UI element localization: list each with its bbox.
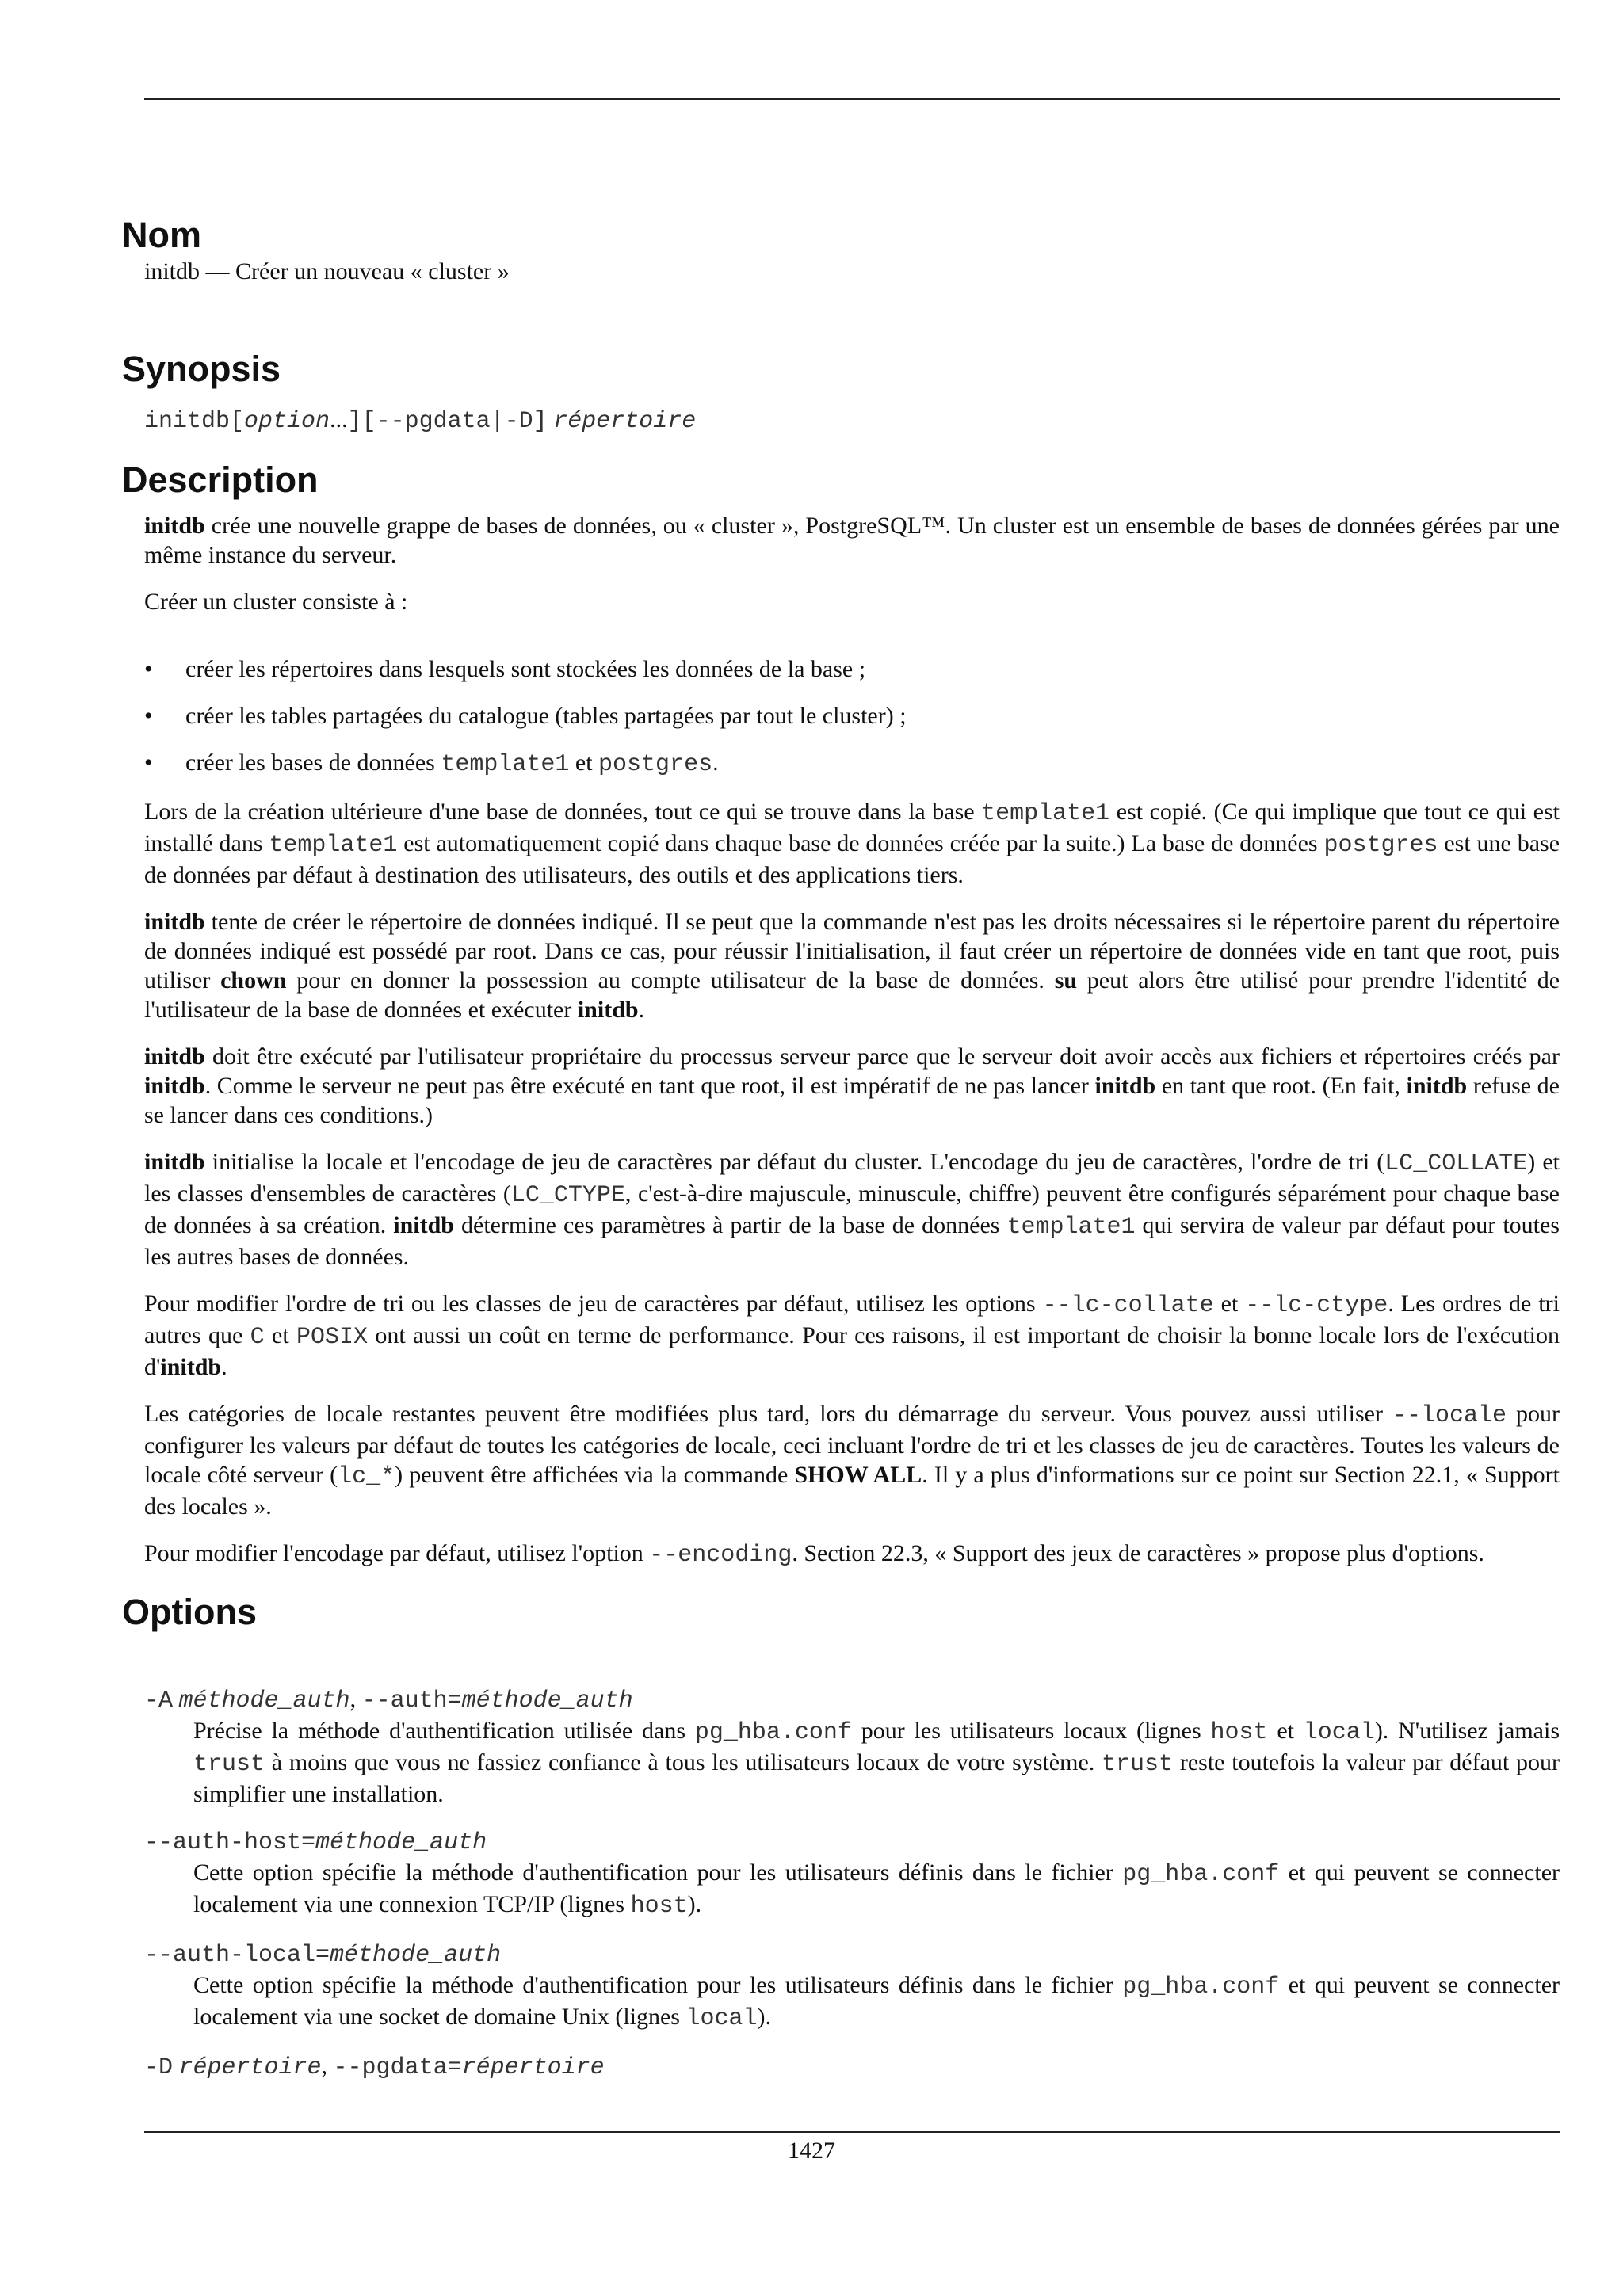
- desc-paragraph-7: [144, 1289, 1560, 1382]
- option-definition: [193, 1970, 1560, 2034]
- cmd-name: initdb: [1406, 1073, 1468, 1099]
- text: qui servira de valeur par défaut pour toutes les autres bases de données.: [144, 1212, 1560, 1270]
- text: crée une nouvelle grappe de bases de données, ou « cluster », PostgreSQL™. Un cluster est un ensemble de bases de données gérées par une même instance du serveur.: [144, 513, 1560, 568]
- option-term: [144, 1826, 1560, 1858]
- cmd-name: initdb: [144, 1073, 205, 1099]
- text: est automatiquement copié dans chaque base de données créée par la suite.) La base de données: [397, 830, 1324, 856]
- text: .: [712, 749, 719, 776]
- option-definition: [193, 1858, 1560, 1921]
- code: local: [1303, 1719, 1375, 1746]
- text: doit être exécuté par l'utilisateur propriétaire du processus serveur parce que le serveur doit avoir accès aux fichiers et répertoires créés par: [204, 1043, 1560, 1070]
- code: postgres: [1323, 832, 1438, 859]
- synopsis-option: option: [244, 408, 330, 435]
- text: pour en donner la possession au compte utilisateur de la base de données.: [286, 967, 1055, 994]
- text: refuse de se lancer dans ces conditions.): [144, 1073, 1560, 1128]
- code: -A: [144, 1688, 174, 1714]
- desc-paragraph-6: [144, 1147, 1560, 1272]
- text: est copié. (Ce qui implique que tout ce qui est installé dans: [144, 799, 1560, 856]
- text: peut alors être utilisé pour prendre l'identité de l'utilisateur de la base de données et exécuter: [144, 967, 1560, 1023]
- text: et: [1267, 1718, 1304, 1744]
- code: trust: [193, 1751, 265, 1778]
- code: --auth-host=: [144, 1829, 316, 1856]
- text: Pour modifier l'ordre de tri ou les classes de jeu de caractères par défaut, utilisez les options: [144, 1291, 1043, 1317]
- text: ,: [321, 2053, 334, 2079]
- heading-synopsis: Synopsis: [122, 349, 281, 389]
- option-auth-host: [144, 1826, 1560, 1921]
- code: host: [630, 1893, 688, 1920]
- cmd-name: initdb: [577, 997, 639, 1023]
- code: postgres: [598, 751, 713, 778]
- text: Cette option spécifie la méthode d'authentification pour les utilisateurs définis dans le fichier: [193, 1972, 1123, 1998]
- desc-paragraph-1: [144, 511, 1560, 570]
- code: pg_hba.conf: [1122, 1974, 1280, 2000]
- code: --locale: [1392, 1402, 1507, 1429]
- code: host: [1210, 1719, 1268, 1746]
- code: --auth=: [361, 1688, 462, 1714]
- cmd-name: initdb: [393, 1212, 454, 1238]
- synopsis-bracket: ]: [347, 408, 362, 435]
- header-rule: [144, 98, 1560, 100]
- code: trust: [1102, 1751, 1174, 1778]
- code: lc_*: [338, 1463, 395, 1490]
- synopsis-line: [144, 405, 1560, 437]
- cmd-name: chown: [220, 967, 287, 994]
- option-auth: [144, 1684, 1560, 1809]
- desc-paragraph-4: [144, 907, 1560, 1024]
- code: LC_CTYPE: [510, 1182, 625, 1209]
- text: ).: [757, 2004, 771, 2030]
- text: Pour modifier l'encodage par défaut, utilisez l'option: [144, 1540, 650, 1566]
- cmd-name: initdb: [144, 909, 205, 935]
- synopsis-cmd: initdb: [144, 408, 231, 435]
- text: pour les utilisateurs locaux (lignes: [851, 1718, 1211, 1744]
- list-item-text: créer les répertoires dans lesquels sont stockées les données de la base ;: [185, 656, 866, 682]
- text: ).: [687, 1891, 702, 1917]
- text: Lors de la création ultérieure d'une base de données, tout ce qui se trouve dans la base: [144, 799, 982, 825]
- text: tente de créer le répertoire de données indiqué. Il se peut que la commande n'est pas les droits nécessaires si le répertoire parent du répertoire de données indiqué est possédé par root. Dans ce cas, pour réussir l'initialisation, il faut créer un répertoire de données vide en tant que root, puis utiliser: [144, 909, 1560, 994]
- cmd-name: initdb: [1094, 1073, 1156, 1099]
- text: est une base de données par défaut à destination des utilisateurs, des outils et des applications tiers.: [144, 830, 1560, 888]
- text: , c'est-à-dire majuscule, minuscule, chiffre) peuvent être configurés séparément pour chaque base de données à sa création.: [144, 1180, 1560, 1238]
- text: et: [264, 1322, 297, 1348]
- option-term: [144, 2051, 1560, 2083]
- option-term: [144, 1939, 1560, 1970]
- code: template1: [981, 800, 1110, 827]
- text: créer les bases de données: [185, 749, 441, 776]
- heading-nom: Nom: [122, 215, 201, 255]
- page-content: [122, 214, 1560, 2100]
- options-list: [144, 1684, 1560, 2083]
- cmd-name: SHOW ALL: [794, 1462, 922, 1488]
- text: . Comme le serveur ne peut pas être exécuté en tant que root, il est impératif de ne pas lancer: [204, 1073, 1095, 1099]
- text: et qui peuvent se connecter localement via une socket de domaine Unix (lignes: [193, 1972, 1560, 2030]
- text: reste toutefois la valeur par défaut pour simplifier une installation.: [193, 1749, 1560, 1807]
- text: ,: [349, 1686, 362, 1712]
- code: pg_hba.conf: [1122, 1861, 1280, 1888]
- text: Cette option spécifie la méthode d'authentification pour les utilisateurs définis dans le fichier: [193, 1859, 1123, 1886]
- text: à moins que vous ne fassiez confiance à tous les utilisateurs locaux de votre système.: [265, 1749, 1102, 1775]
- synopsis-pipe: |: [490, 408, 505, 435]
- text: et: [569, 749, 599, 776]
- code: POSIX: [296, 1324, 369, 1351]
- text: en tant que root. (En fait,: [1155, 1073, 1407, 1099]
- bullet-icon: •: [144, 656, 153, 682]
- list-item-text: créer les tables partagées du catalogue (tables partagées par tout le cluster) ;: [185, 703, 907, 729]
- code: répertoire: [178, 2054, 322, 2081]
- text: . Il y a plus d'informations sur ce point sur Section 22.1, « Support des locales ».: [144, 1462, 1560, 1520]
- desc-paragraph-2: Créer un cluster consiste à :: [144, 589, 408, 615]
- text: Les catégories de locale restantes peuvent être modifiées plus tard, lors du démarrage du serveur. Vous pouvez aussi utiliser: [144, 1401, 1392, 1427]
- list-item: [144, 701, 1560, 730]
- list-item: [144, 748, 1560, 780]
- desc-paragraph-8: [144, 1399, 1560, 1521]
- code: LC_COLLATE: [1384, 1150, 1528, 1177]
- code: --lc-ctype: [1245, 1292, 1388, 1319]
- synopsis-dots: ...: [330, 406, 348, 433]
- code: méthode_auth: [461, 1688, 633, 1714]
- heading-options: Options: [122, 1592, 257, 1632]
- code: -D: [144, 2054, 174, 2081]
- code: --encoding: [649, 1542, 792, 1569]
- text: Précise la méthode d'authentification utilisée dans: [193, 1718, 695, 1744]
- synopsis-bracket: ]: [533, 408, 548, 435]
- nom-text: initdb — Créer un nouveau « cluster »: [144, 258, 510, 284]
- desc-paragraph-3: [144, 797, 1560, 890]
- page-number: 1427: [788, 2138, 835, 2164]
- text: ) peuvent être affichées via la commande: [395, 1462, 795, 1488]
- cmd-name: initdb: [160, 1354, 222, 1380]
- code: méthode_auth: [178, 1688, 350, 1714]
- text: . Les ordres de tri autres que: [144, 1291, 1560, 1348]
- text: et: [1213, 1291, 1246, 1317]
- description-body: [144, 511, 1560, 1570]
- list-item: [144, 654, 1560, 684]
- text: .: [221, 1354, 227, 1380]
- code: pg_hba.conf: [694, 1719, 852, 1746]
- bullet-icon: •: [144, 703, 153, 729]
- code: méthode_auth: [315, 1829, 487, 1856]
- code: template1: [441, 751, 570, 778]
- code: --lc-collate: [1042, 1292, 1214, 1319]
- cmd-name: initdb: [144, 513, 205, 539]
- footer-rule: [144, 2131, 1560, 2133]
- cmd-name: initdb: [144, 1043, 205, 1070]
- code: template1: [269, 832, 398, 859]
- text: pour configurer les valeurs par défaut de toutes les catégories de locale, ceci incluant l'ordre de tri et les classes de jeu de caractères. Toutes les valeurs de locale côté serveur (: [144, 1401, 1560, 1488]
- heading-description: Description: [122, 460, 319, 500]
- cmd-name: initdb: [144, 1149, 205, 1175]
- code: --auth-local=: [144, 1942, 330, 1969]
- text: et qui peuvent se connecter localement via une connexion TCP/IP (lignes: [193, 1859, 1560, 1917]
- code: --pgdata=: [333, 2054, 462, 2081]
- code: répertoire: [461, 2054, 605, 2081]
- code: local: [685, 2005, 758, 2032]
- text: initialise la locale et l'encodage de jeu de caractères par défaut du cluster. L'encodage du jeu de caractères, l'ordre de tri (: [204, 1149, 1385, 1175]
- text: ont aussi un coût en terme de performance. Pour ces raisons, il est important de choisir la bonne locale lors de l'exécution d': [144, 1322, 1560, 1380]
- text: .: [638, 997, 645, 1023]
- option-term: [144, 1684, 1560, 1716]
- option-pgdata: [144, 2051, 1560, 2083]
- synopsis-bracket: [: [230, 408, 245, 435]
- steps-list: [144, 654, 1560, 780]
- synopsis-bracket: [: [361, 408, 376, 435]
- code: C: [250, 1324, 265, 1351]
- bullet-icon: •: [144, 749, 153, 776]
- synopsis-pgdata: --pgdata: [376, 408, 491, 435]
- code: template1: [1006, 1214, 1136, 1241]
- text: ). N'utilisez jamais: [1374, 1718, 1560, 1744]
- option-auth-local: [144, 1939, 1560, 2034]
- text: détermine ces paramètres à partir de la base de données: [453, 1212, 1007, 1238]
- option-definition: [193, 1716, 1560, 1809]
- cmd-name: su: [1054, 967, 1078, 994]
- desc-paragraph-5: [144, 1042, 1560, 1130]
- text: . Section 22.3, « Support des jeux de caractères » propose plus d'options.: [792, 1540, 1484, 1566]
- text: ) et les classes d'ensembles de caractères (: [144, 1149, 1560, 1207]
- synopsis-dflag: -D: [504, 408, 533, 435]
- synopsis-dir: répertoire: [553, 408, 697, 435]
- code: méthode_auth: [330, 1942, 502, 1969]
- desc-paragraph-9: [144, 1539, 1560, 1570]
